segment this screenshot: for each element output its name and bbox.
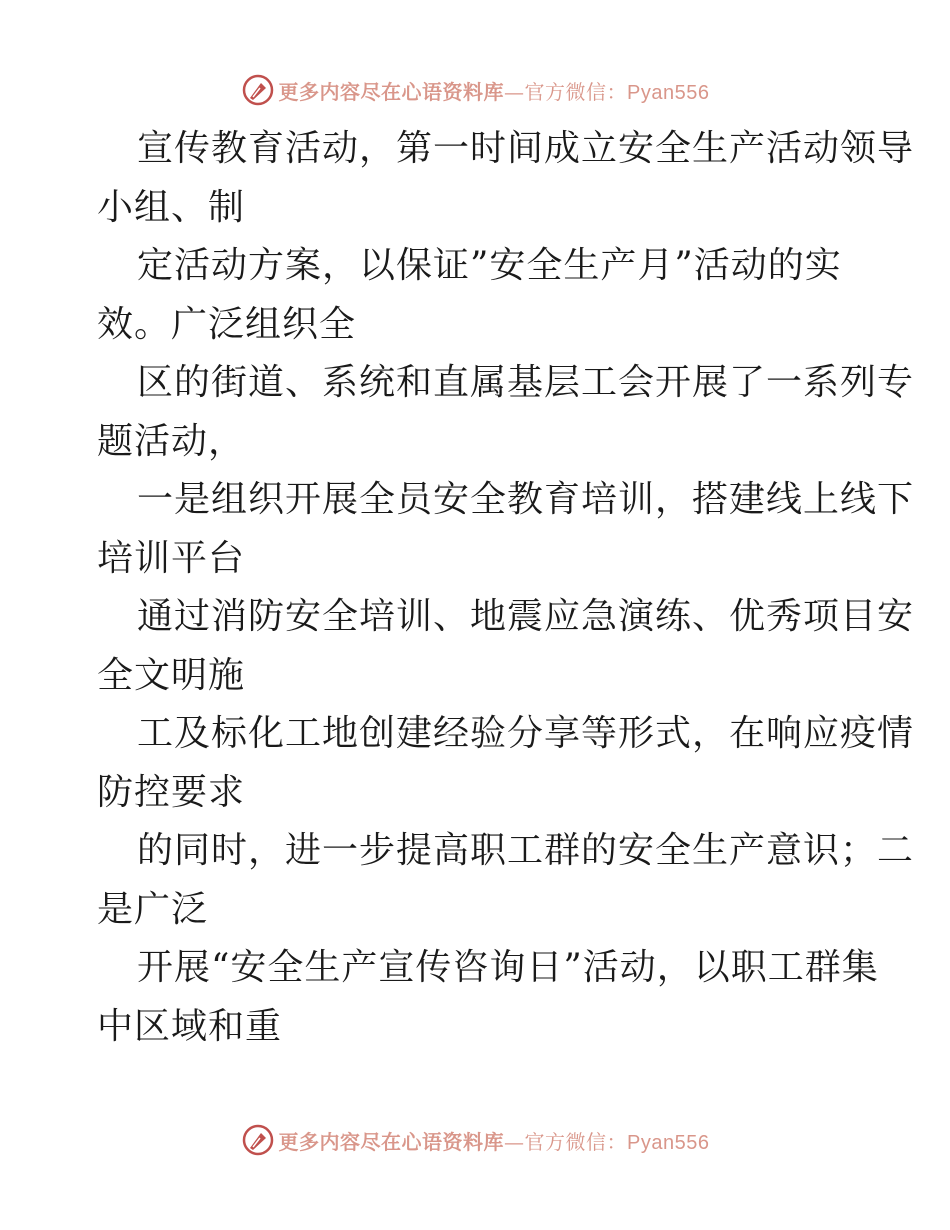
paragraph-line: 全文明施 xyxy=(97,654,246,696)
paragraph-line: 区的街道、系统和直属基层工会开展了一系列专 xyxy=(137,362,915,403)
paragraph xyxy=(97,822,915,939)
banner-suffix: 官方微信： xyxy=(524,79,628,104)
paragraph xyxy=(97,471,915,588)
banner-text xyxy=(279,76,710,105)
paragraph xyxy=(97,120,915,237)
banner-dash: — xyxy=(504,1129,525,1154)
banner-suffix: 官方微信： xyxy=(524,1129,628,1154)
header-watermark-banner xyxy=(0,70,950,110)
paragraph-line: 题活动， xyxy=(97,420,246,462)
paragraph-line: 是广泛 xyxy=(97,888,209,930)
banner-id: Pyan556 xyxy=(627,81,710,104)
banner-title: 更多内容尽在心语资料库 xyxy=(278,1129,505,1154)
paragraph-line: 中区域和重 xyxy=(97,1005,283,1047)
paragraph-line: 工及标化工地创建经验分享等形式，在响应疫情 xyxy=(137,713,915,754)
paragraph-line: 一是组织开展全员安全教育培训，搭建线上线下 xyxy=(137,479,915,520)
pen-nib-circle-icon xyxy=(241,1123,275,1157)
paragraph xyxy=(97,939,879,1056)
paragraph-line: 宣传教育活动，第一时间成立安全生产活动领导 xyxy=(137,128,915,169)
paragraph xyxy=(97,588,915,705)
document-body xyxy=(97,120,915,1056)
paragraph xyxy=(97,237,857,354)
banner-title: 更多内容尽在心语资料库 xyxy=(278,79,505,104)
paragraph xyxy=(97,354,915,471)
banner-dash: — xyxy=(504,79,525,104)
paragraph-line: 小组、制 xyxy=(97,186,246,228)
pen-nib-circle-icon xyxy=(241,73,275,107)
banner-id: Pyan556 xyxy=(627,1131,710,1154)
paragraph-line: 培训平台 xyxy=(97,537,246,579)
banner-text xyxy=(279,1126,710,1155)
footer-watermark-banner xyxy=(0,1120,950,1160)
paragraph-line: 的同时，进一步提高职工群的安全生产意识；二 xyxy=(137,830,915,871)
paragraph-line: 通过消防安全培训、地震应急演练、优秀项目安 xyxy=(137,596,915,637)
paragraph-line: 定活动方案，以保证”安全生产月”活动的实 xyxy=(137,245,842,286)
paragraph-line: 开展“安全生产宣传咨询日”活动，以职工群集 xyxy=(137,947,879,988)
paragraph-line: 效。广泛组织全 xyxy=(97,303,357,345)
paragraph-line: 防控要求 xyxy=(97,771,246,813)
paragraph xyxy=(97,705,915,822)
